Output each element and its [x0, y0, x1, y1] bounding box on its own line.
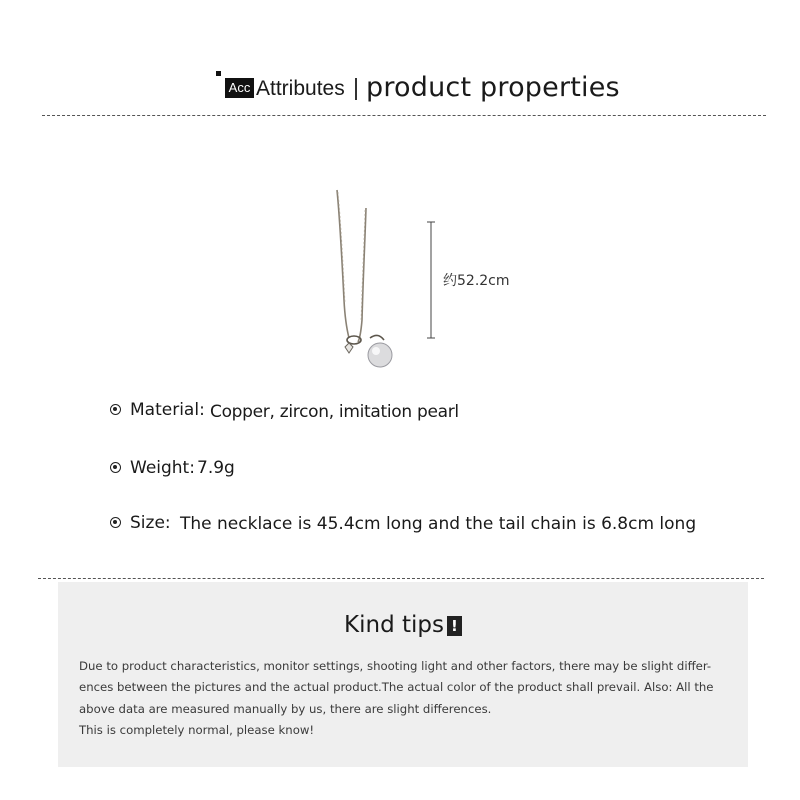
tips-title	[58, 610, 748, 640]
divider-top	[42, 115, 766, 116]
tips-line: above data are measured manually by us, there are slight differences.	[79, 701, 492, 716]
spec-value: Copper, zircon, imitation pearl	[210, 402, 459, 422]
spec-label: Weight:	[130, 458, 195, 478]
bullet-icon	[110, 462, 121, 473]
chain-right-strand	[358, 208, 366, 342]
spec-label: Size:	[130, 513, 171, 533]
tips-line: This is completely normal, please know!	[79, 722, 315, 737]
spec-label: Material:	[130, 400, 205, 420]
bullet-icon	[110, 404, 121, 415]
measurement-label: 约52.2cm	[443, 273, 510, 289]
tips-title-text: Kind tips	[344, 612, 444, 638]
tips-text	[79, 656, 734, 741]
tips-line: Due to product characteristics, monitor settings, shooting light and other factors, there may be slight differ-	[79, 659, 712, 673]
title-separator	[355, 78, 357, 100]
bullet-icon	[110, 517, 121, 528]
exclamation-icon: !	[447, 616, 462, 636]
spec-value: The necklace is 45.4cm long and the tail chain is 6.8cm long	[180, 514, 697, 534]
pearl	[368, 343, 392, 367]
tips-line: ences between the pictures and the actual product.The actual color of the product shall prevail. Also: All the	[79, 680, 714, 695]
decor-dot	[216, 71, 221, 76]
acc-badge: Acc	[225, 78, 254, 98]
page-title: product properties	[366, 72, 620, 103]
spec-value: 7.9g	[197, 458, 235, 478]
kind-tips-box	[58, 582, 748, 767]
divider-bottom	[38, 578, 764, 579]
attributes-label: Attributes	[256, 77, 345, 100]
section-header	[0, 66, 800, 110]
